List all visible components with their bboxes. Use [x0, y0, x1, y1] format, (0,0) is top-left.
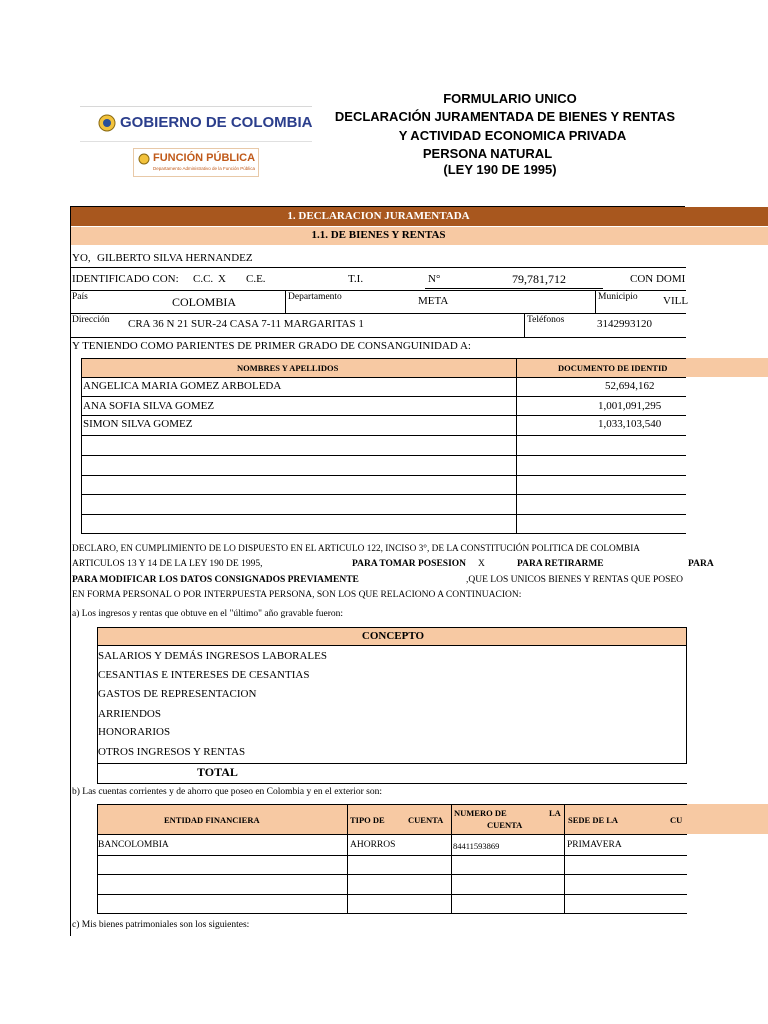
- departamento-label: Departamento: [288, 292, 342, 302]
- col-documento: DOCUMENTO DE IDENTID: [558, 363, 668, 373]
- ingreso-item: GASTOS DE REPRESENTACION: [98, 688, 257, 700]
- row-line: [81, 396, 686, 397]
- unicos-text: ,QUE LOS UNICOS BIENES Y RENTAS QUE POSEO: [466, 575, 684, 585]
- identificado-label: IDENTIFICADO CON:: [72, 273, 179, 285]
- row-line: [81, 415, 686, 416]
- ingresos-total-line: [97, 763, 687, 764]
- gobierno-logo-text: GOBIERNO DE COLOMBIA: [120, 114, 313, 131]
- ingresos-bottom-line: [97, 783, 687, 784]
- col-divider: [595, 290, 596, 313]
- cuentas-intro: b) Las cuentas corrientes y de ahorro que poseo en Colombia y en el exterior son:: [72, 787, 382, 797]
- pais-value: COLOMBIA: [172, 295, 237, 309]
- cuenta-sede: PRIMAVERA: [567, 840, 622, 850]
- pariente-name: ANA SOFIA SILVA GOMEZ: [83, 400, 215, 412]
- pariente-name: ANGELICA MARIA GOMEZ ARBOLEDA: [83, 380, 282, 392]
- ingreso-item: HONORARIOS: [98, 726, 171, 738]
- col-entidad: ENTIDAD FINANCIERA: [164, 815, 260, 825]
- cc-label: C.C.: [193, 273, 214, 285]
- yo-label: YO,: [72, 252, 91, 264]
- row-line: [81, 494, 686, 495]
- form-title-line3: Y ACTIVIDAD ECONOMICA PRIVADA: [398, 128, 627, 143]
- declaro-line1: DECLARO, EN CUMPLIMIENTO DE LO DISPUESTO EN EL ARTICULO 122, INCISO 3°, DE LA CONSTITUCIÓN POLITICA DE COLOMBIA: [72, 544, 641, 554]
- pariente-doc: 1,033,103,540: [598, 418, 662, 430]
- cuenta-numero: 84411593869: [453, 841, 500, 851]
- id-underline: [425, 288, 603, 289]
- cuentas-header-bottom: [97, 834, 687, 835]
- ingresos-right-border: [686, 646, 687, 764]
- parientes-intro: Y TENIENDO COMO PARIENTES DE PRIMER GRADO DE CONSANGUINIDAD A:: [72, 340, 471, 352]
- col-tipo-b: CUENTA: [408, 815, 444, 825]
- cuenta-entidad: BANCOLOMBIA: [98, 840, 169, 850]
- col-sede-a: SEDE DE LA: [568, 815, 619, 825]
- col-concepto: CONCEPTO: [361, 630, 425, 642]
- row-divider: [71, 313, 686, 314]
- row-line: [81, 358, 686, 359]
- row-line: [81, 377, 686, 378]
- telefono-value: 3142993120: [597, 318, 652, 330]
- section1-subtitle-band: [71, 227, 768, 245]
- form-left-border: [70, 206, 71, 936]
- row-divider: [71, 290, 686, 291]
- concepto-header-band: [97, 627, 687, 646]
- form-title-line1: FORMULARIO UNICO: [443, 91, 577, 106]
- retirarme-label: PARA RETIRARME: [517, 559, 604, 569]
- ingreso-item: ARRIENDOS: [98, 708, 161, 720]
- posesion-mark: X: [478, 559, 485, 569]
- cc-mark: X: [218, 273, 226, 285]
- form-title-line2: DECLARACIÓN JURAMENTADA DE BIENES Y RENTAS: [334, 109, 676, 124]
- col-num-c: CUENTA: [487, 820, 523, 830]
- cuentas-col-divider: [451, 804, 452, 913]
- section1-subtitle: 1.1. DE BIENES Y RENTAS: [311, 229, 446, 241]
- col-divider: [285, 290, 286, 313]
- funcion-publica-subtext: Departamento Administrativo de la Función Pública: [153, 166, 256, 171]
- ingreso-item: SALARIOS Y DEMÁS INGRESOS LABORALES: [98, 650, 327, 662]
- row-line: [81, 435, 686, 436]
- ce-label: C.E.: [246, 273, 266, 285]
- cuentas-top-line: [97, 804, 687, 805]
- cuentas-col-divider: [347, 804, 348, 913]
- telefonos-label: Teléfonos: [527, 315, 565, 325]
- total-label: TOTAL: [197, 765, 238, 779]
- row-line: [97, 855, 687, 856]
- coat-of-arms-small-icon: [138, 153, 150, 165]
- declaro-line4: EN FORMA PERSONAL O POR INTERPUESTA PERSONA, SON LOS QUE RELACIONO A CONTINUACION:: [72, 590, 522, 600]
- modificar-label: PARA MODIFICAR LOS DATOS CONSIGNADOS PREVIAMENTE: [72, 575, 359, 585]
- num-label: N°: [428, 273, 441, 285]
- funcion-publica-logo: [133, 148, 259, 177]
- direccion-value: CRA 36 N 21 SUR-24 CASA 7-11 MARGARITAS 1: [128, 318, 364, 330]
- declaro-line2: ARTICULOS 13 Y 14 DE LA LEY 190 DE 1995,: [72, 559, 263, 569]
- col-num-a: NUMERO DE: [454, 808, 507, 818]
- para-label: PARA: [688, 559, 714, 569]
- pariente-name: SIMON SILVA GOMEZ: [83, 418, 193, 430]
- col-num-b: LA: [549, 808, 561, 818]
- municipio-label: Municipio: [598, 292, 638, 302]
- row-line: [81, 455, 686, 456]
- col-tipo-a: TIPO DE: [350, 815, 385, 825]
- cuentas-left-border: [97, 804, 98, 913]
- row-divider: [71, 267, 686, 268]
- posesion-label: PARA TOMAR POSESION: [352, 559, 467, 569]
- departamento-value: META: [418, 295, 449, 307]
- id-number: 79,781,712: [512, 272, 566, 286]
- form-title-line4: PERSONA NATURAL: [422, 146, 553, 161]
- section1-title-band: [71, 207, 768, 226]
- gobierno-logo: [80, 106, 312, 142]
- con-domicilio-label: CON DOMI: [630, 273, 686, 285]
- col-divider: [524, 313, 525, 337]
- col-nombres: NOMBRES Y APELLIDOS: [237, 363, 339, 373]
- row-line: [81, 533, 686, 534]
- row-line: [81, 514, 686, 515]
- section1-title: 1. DECLARACION JURAMENTADA: [287, 210, 470, 222]
- coat-of-arms-icon: [98, 114, 116, 132]
- parientes-left-border: [81, 358, 82, 534]
- ingreso-item: OTROS INGRESOS Y RENTAS: [98, 746, 246, 758]
- cuentas-col-divider: [564, 804, 565, 913]
- bienes-intro: c) Mis bienes patrimoniales son los siguientes:: [72, 920, 250, 930]
- pariente-doc: 52,694,162: [605, 380, 655, 392]
- pais-label: País: [72, 292, 88, 302]
- cuenta-tipo: AHORROS: [350, 840, 396, 850]
- col-sede-b: CU: [670, 815, 683, 825]
- row-line: [97, 913, 687, 914]
- parientes-col-divider: [516, 358, 517, 534]
- pariente-doc: 1,001,091,295: [598, 400, 662, 412]
- row-divider: [71, 337, 686, 338]
- direccion-label: Dirección: [72, 315, 110, 325]
- ingreso-item: CESANTIAS E INTERESES DE CESANTIAS: [98, 669, 310, 681]
- funcion-publica-text: FUNCIÓN PÚBLICA: [153, 152, 256, 164]
- ingresos-intro: a) Los ingresos y rentas que obtuve en el "último" año gravable fueron:: [72, 609, 344, 619]
- form-title-line5: (LEY 190 DE 1995): [443, 162, 557, 177]
- ti-label: T.I.: [348, 273, 364, 285]
- row-line: [97, 894, 687, 895]
- row-line: [97, 874, 687, 875]
- declarant-name: GILBERTO SILVA HERNANDEZ: [97, 252, 253, 264]
- municipio-value: VILL: [663, 295, 689, 307]
- row-line: [81, 475, 686, 476]
